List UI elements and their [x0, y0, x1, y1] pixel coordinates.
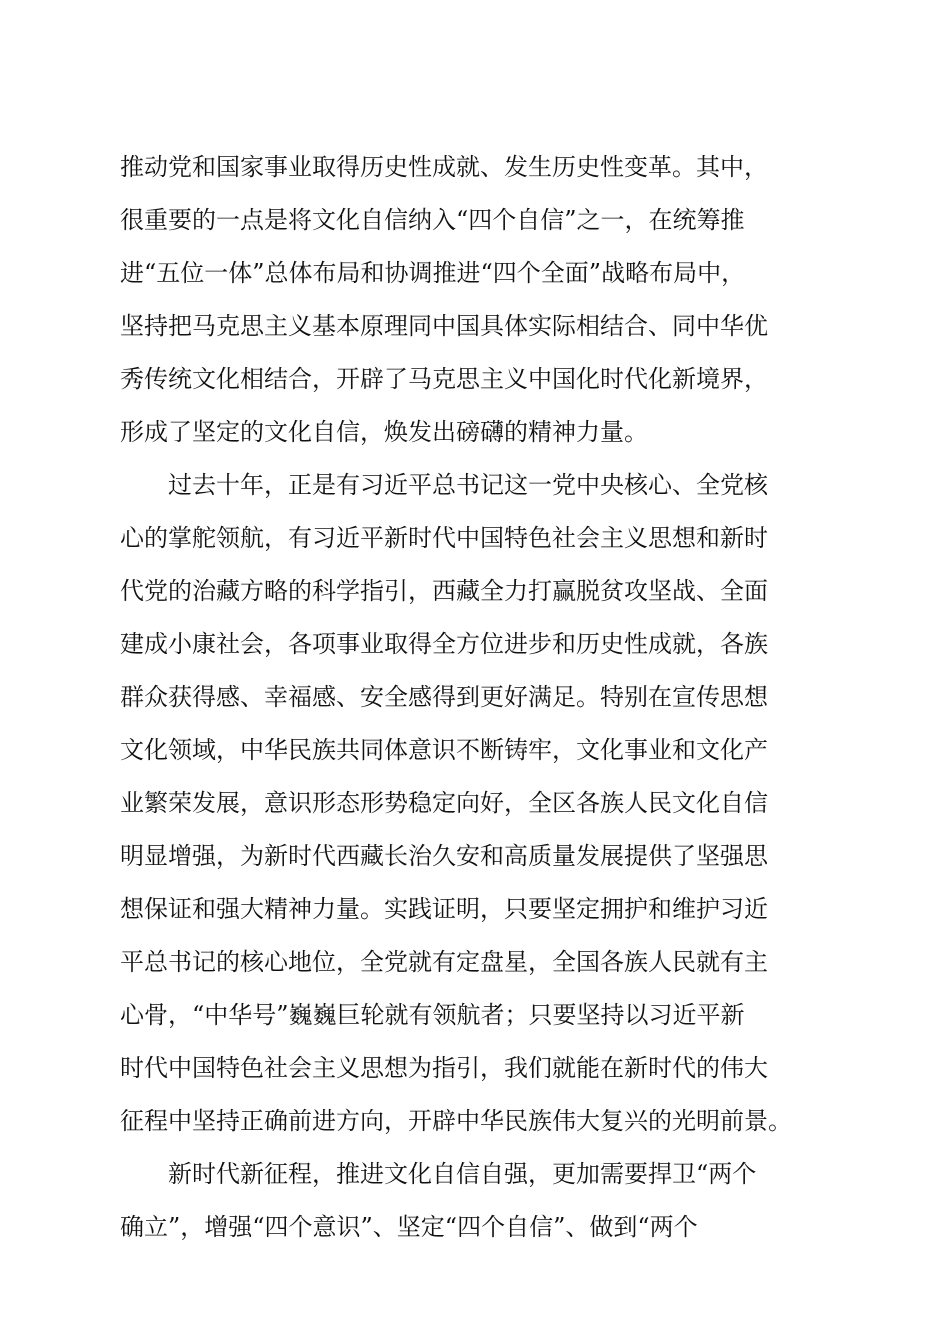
text-line: 想保证和强大精神力量。实践证明，只要坚定拥护和维护习近 — [120, 895, 768, 923]
text-line: 文化领域，中华民族共同体意识不断铸牢，文化事业和文化产 — [120, 736, 768, 764]
text-line: 心的掌舵领航，有习近平新时代中国特色社会主义思想和新时 — [120, 524, 768, 552]
text-line: 业繁荣发展，意识形态形势稳定向好，全区各族人民文化自信 — [120, 789, 768, 817]
text-line: 平总书记的核心地位，全党就有定盘星，全国各族人民就有主 — [120, 948, 768, 976]
text-line: 建成小康社会，各项事业取得全方位进步和历史性成就，各族 — [120, 630, 768, 658]
text-line: 心骨，“中华号”巍巍巨轮就有领航者；只要坚持以习近平新 — [120, 1001, 745, 1029]
text-line: 征程中坚持正确前进方向，开辟中华民族伟大复兴的光明前景。 — [120, 1107, 792, 1135]
text-line: 推动党和国家事业取得历史性成就、发生历史性变革。其中， — [120, 153, 768, 181]
text-line: 代党的治藏方略的科学指引，西藏全力打赢脱贫攻坚战、全面 — [120, 577, 768, 605]
text-line: 坚持把马克思主义基本原理同中国具体实际相结合、同中华优 — [120, 312, 768, 340]
text-line: 明显增强，为新时代西藏长治久安和高质量发展提供了坚强思 — [120, 842, 768, 870]
paragraph-start-line: 新时代新征程，推进文化自信自强，更加需要捍卫“两个 — [168, 1160, 757, 1188]
text-line: 进“五位一体”总体布局和协调推进“四个全面”战略布局中， — [120, 259, 746, 287]
text-line: 时代中国特色社会主义思想为指引，我们就能在新时代的伟大 — [120, 1054, 768, 1082]
text-line: 形成了坚定的文化自信，焕发出磅礴的精神力量。 — [120, 418, 648, 446]
body-text — [120, 141, 840, 1254]
text-line: 很重要的一点是将文化自信纳入“四个自信”之一，在统筹推 — [120, 206, 745, 234]
paragraph-start-line: 过去十年，正是有习近平总书记这一党中央核心、全党核 — [168, 471, 768, 499]
text-line: 确立”，增强“四个意识”、坚定“四个自信”、做到“两个 — [120, 1213, 698, 1241]
text-line: 群众获得感、幸福感、安全感得到更好满足。特别在宣传思想 — [120, 683, 768, 711]
text-line: 秀传统文化相结合，开辟了马克思主义中国化时代化新境界， — [120, 365, 768, 393]
